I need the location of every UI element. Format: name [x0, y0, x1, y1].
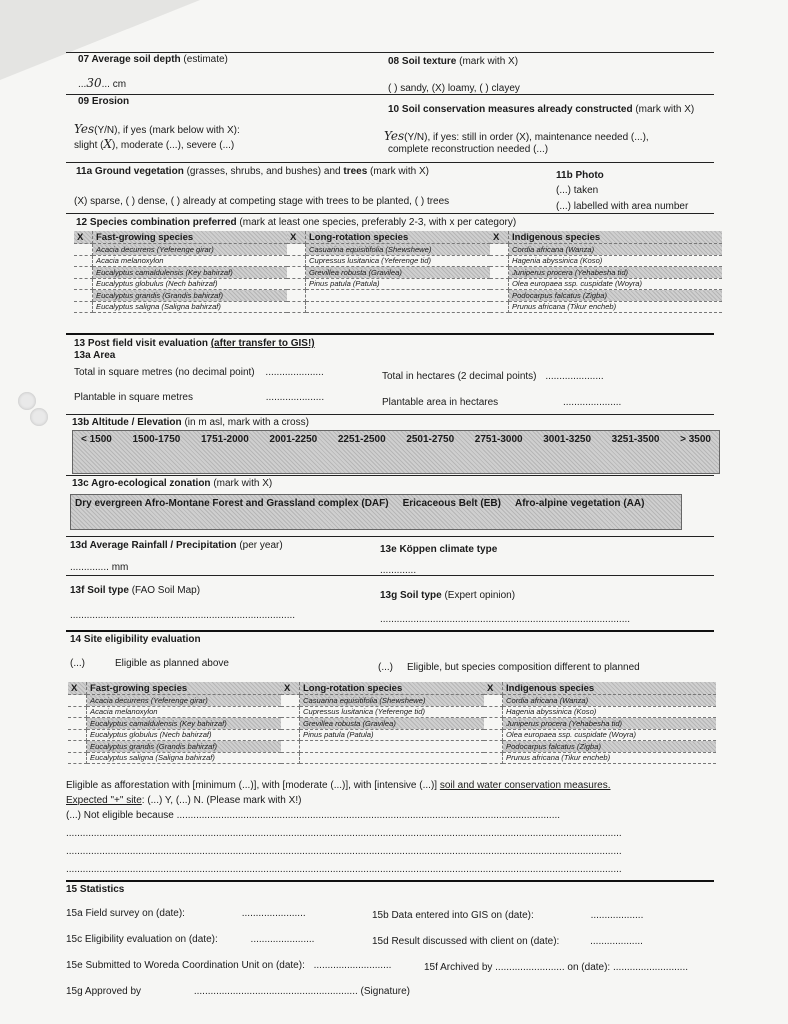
s13g-value: .......................................................................................... — [380, 614, 631, 625]
altitude-option[interactable]: > 3500 — [680, 434, 711, 445]
s14-dots-line: ........................................................................................................................................................................................................ — [66, 864, 622, 875]
species-long — [300, 741, 485, 753]
species-fast: Acacia decurrens (Yeferenge girar) — [87, 695, 282, 707]
s14-opt2[interactable]: (...) Eligible, but species composition different to planned — [378, 662, 640, 673]
s12-heading: 12 Species combination preferred (mark at least one species, preferably 2-3, with x per category) — [76, 217, 517, 228]
rule — [66, 94, 714, 95]
fast-growing-header: Fast-growing species — [93, 231, 288, 244]
s10-line2: complete reconstruction needed (...) — [388, 144, 549, 155]
species-fast: Acacia decurrens (Yeferenge girar) — [93, 244, 288, 256]
species-indigenous: Prunus africana (Tikur encheb) — [503, 752, 717, 764]
altitude-option[interactable]: 2751-3000 — [474, 434, 523, 445]
zone-option[interactable]: Dry evergreen Afro-Montane Forest and Grassland complex (DAF) — [75, 498, 389, 509]
s11a-heading: 11a Ground vegetation (grasses, shrubs, and bushes) and trees (mark with X) — [76, 166, 429, 177]
altitude-option[interactable]: 1500-1750 — [132, 434, 181, 445]
species-fast: Eucalyptus globulus (Nech bahirzaf) — [93, 278, 288, 290]
species-indigenous: Olea europaea ssp. cuspidate (Woyra) — [509, 278, 723, 290]
indigenous-header: Indigenous species — [509, 231, 723, 244]
species-long: Cupressus lusitanica (Yeferenge tid) — [300, 706, 485, 718]
s15f: 15f Archived by ......................... on (date): ........................... — [424, 962, 689, 973]
long-rotation-header: Long-rotation species — [306, 231, 491, 244]
species-long: Casuarina equisitifolia (Shewshewe) — [300, 695, 485, 707]
s12-species-table — [74, 231, 722, 313]
x-column: X — [490, 231, 509, 244]
s15d: 15d Result discussed with client on (date): ................... — [372, 936, 643, 947]
s09-line2: slight (X), moderate (...), severe (...) — [74, 137, 235, 151]
x-column: X — [68, 682, 87, 695]
species-indigenous: Juniperus procera (Yehabesha tid) — [503, 718, 717, 730]
s15g: 15g Approved by ........................................................... (Signature) — [66, 986, 411, 997]
s11b-opt1: (...) taken — [556, 185, 599, 196]
rule — [66, 575, 714, 576]
s13a-plant-sqm: Plantable in square metres ..................... — [74, 392, 325, 403]
s13d-value: .............. mm — [70, 562, 129, 573]
s13d-heading: 13d Average Rainfall / Precipitation (per year) — [70, 540, 283, 551]
s11b-heading: 11b Photo — [556, 170, 604, 181]
s08-heading: 08 Soil texture (mark with X) — [388, 56, 519, 67]
s09-heading: 09 Erosion — [78, 96, 130, 107]
species-long: Cupressus lusitanica (Yeferenge tid) — [306, 255, 491, 267]
punch-hole-bottom — [30, 408, 48, 426]
s14-opt1[interactable]: (...) Eligible as planned above — [70, 658, 229, 669]
species-long: Pinus patula (Patula) — [300, 729, 485, 741]
species-long — [300, 752, 485, 764]
species-indigenous: Prunus africana (Tikur encheb) — [509, 301, 723, 313]
indigenous-header: Indigenous species — [503, 682, 717, 695]
species-long: Pinus patula (Patula) — [306, 278, 491, 290]
punch-hole-top — [18, 392, 36, 410]
species-fast: Eucalyptus globulus (Nech bahirzaf) — [87, 729, 282, 741]
s13-heading: 13 Post field visit evaluation (after transfer to GIS!) — [74, 338, 315, 349]
species-long — [306, 290, 491, 302]
rule — [66, 52, 714, 53]
s14-dots-line: ........................................................................................................................................................................................................ — [66, 846, 622, 857]
altitude-band — [72, 430, 720, 474]
species-long: Grevillea robusta (Gravilea) — [300, 718, 485, 730]
x-column: X — [74, 231, 93, 244]
s14-eligible-line: Eligible as afforestation with [minimum (...)], with [moderate (...)], with [intensive (...)] soil and water conservation measures. — [66, 780, 611, 791]
x-column: X — [287, 231, 306, 244]
species-fast: Eucalyptus camaldulensis (Key bahirzaf) — [87, 718, 282, 730]
s13g-heading: 13g Soil type (Expert opinion) — [380, 590, 516, 601]
s08-options: ( ) sandy, (X) loamy, ( ) clayey — [388, 83, 520, 94]
species-indigenous: Podocarpus falcatus (Zigba) — [503, 741, 717, 753]
rule — [66, 213, 714, 214]
species-fast: Eucalyptus camaldulensis (Key bahirzaf) — [93, 267, 288, 279]
s15b: 15b Data entered into GIS on (date): ................... — [372, 910, 644, 921]
altitude-option[interactable]: 2501-2750 — [406, 434, 455, 445]
site-evaluation-form — [66, 50, 714, 1012]
rule — [66, 880, 714, 882]
altitude-option[interactable]: 3001-3250 — [543, 434, 592, 445]
s09-line1: Yes(Y/N), if yes (mark below with X): — [74, 122, 240, 136]
rule — [66, 162, 714, 163]
s13a-total-sqm: Total in square metres (no decimal point) ..................... — [74, 367, 324, 378]
rule — [66, 333, 714, 335]
altitude-option[interactable]: 2001-2250 — [269, 434, 318, 445]
s07-value: ...30... cm — [78, 76, 127, 90]
handwritten-depth: 30 — [86, 76, 102, 90]
s15a: 15a Field survey on (date): ....................... — [66, 908, 306, 919]
rule — [66, 414, 714, 415]
s15-heading: 15 Statistics — [66, 884, 125, 895]
species-indigenous: Hagenia abyssinica (Koso) — [503, 706, 717, 718]
s15e: 15e Submitted to Woreda Coordination Unit on (date): ............................ — [66, 960, 392, 971]
species-fast: Eucalyptus grandis (Grandis bahirzaf) — [87, 741, 282, 753]
s10-line1: Yes(Y/N), if yes: still in order (X), maintenance needed (...), — [384, 129, 649, 143]
fast-growing-header: Fast-growing species — [87, 682, 282, 695]
s14-heading: 14 Site eligibility evaluation — [70, 634, 201, 645]
s13f-heading: 13f Soil type (FAO Soil Map) — [70, 585, 201, 596]
s13a-plant-ha: Plantable area in hectares ..................... — [382, 397, 622, 408]
species-indigenous: Juniperus procera (Yehabesha tid) — [509, 267, 723, 279]
species-fast: Acacia melanoxylon — [87, 706, 282, 718]
altitude-option[interactable]: < 1500 — [81, 434, 112, 445]
altitude-option[interactable]: 1751-2000 — [200, 434, 249, 445]
species-long — [306, 301, 491, 313]
s11b-opt2: (...) labelled with area number — [556, 201, 689, 212]
s13f-value: ................................................................................. — [70, 610, 296, 621]
long-rotation-header: Long-rotation species — [300, 682, 485, 695]
species-indigenous: Olea europaea ssp. cuspidate (Woyra) — [503, 729, 717, 741]
x-column: X — [484, 682, 503, 695]
s10-heading: 10 Soil conservation measures already constructed (mark with X) — [388, 104, 695, 115]
rule — [66, 630, 714, 632]
zone-option[interactable]: Ericaceous Belt (EB) — [402, 498, 501, 509]
species-long: Grevillea robusta (Gravilea) — [306, 267, 491, 279]
species-indigenous: Hagenia abyssinica (Koso) — [509, 255, 723, 267]
zonation-band — [70, 494, 682, 530]
s13e-heading: 13e Köppen climate type — [380, 544, 498, 555]
s13b-heading: 13b Altitude / Elevation (in m asl, mark with a cross) — [72, 417, 309, 428]
s07-heading: 07 Average soil depth (estimate) — [78, 54, 228, 65]
species-long: Casuarina equisitifolia (Shewshewe) — [306, 244, 491, 256]
s15c: 15c Eligibility evaluation on (date): ....................... — [66, 934, 315, 945]
species-indigenous: Cordia africana (Wanza) — [503, 695, 717, 707]
altitude-option[interactable]: 2251-2500 — [337, 434, 386, 445]
s14-species-table — [68, 682, 716, 764]
s14-not-eligible: (...) Not eligible because .......................................................................................................................................... — [66, 810, 561, 821]
s13a-heading: 13a Area — [74, 350, 116, 361]
species-fast: Eucalyptus saligna (Saligna bahirzaf) — [87, 752, 282, 764]
species-fast: Eucalyptus grandis (Grandis bahirzaf) — [93, 290, 288, 302]
x-column: X — [281, 682, 300, 695]
species-indigenous: Cordia africana (Wanza) — [509, 244, 723, 256]
s14-expected-line: Expected "+" site: (...) Y, (...) N. (Please mark with X!) — [66, 795, 302, 806]
s13a-total-ha: Total in hectares (2 decimal points) ..................... — [382, 371, 604, 382]
altitude-option[interactable]: 3251-3500 — [611, 434, 660, 445]
s14-dots-line: ........................................................................................................................................................................................................ — [66, 828, 622, 839]
s11a-options: (X) sparse, ( ) dense, ( ) already at competing stage with trees to be planted, ( ) trees — [74, 196, 450, 207]
rule — [66, 475, 714, 476]
s13c-heading: 13c Agro-ecological zonation (mark with X) — [72, 478, 273, 489]
species-indigenous: Podocarpus falcatus (Zigba) — [509, 290, 723, 302]
species-fast: Eucalyptus saligna (Saligna bahirzaf) — [93, 301, 288, 313]
rule — [66, 536, 714, 537]
species-fast: Acacia melanoxylon — [93, 255, 288, 267]
zone-option[interactable]: Afro-alpine vegetation (AA) — [514, 498, 645, 509]
s13e-value: ............. — [380, 565, 417, 576]
